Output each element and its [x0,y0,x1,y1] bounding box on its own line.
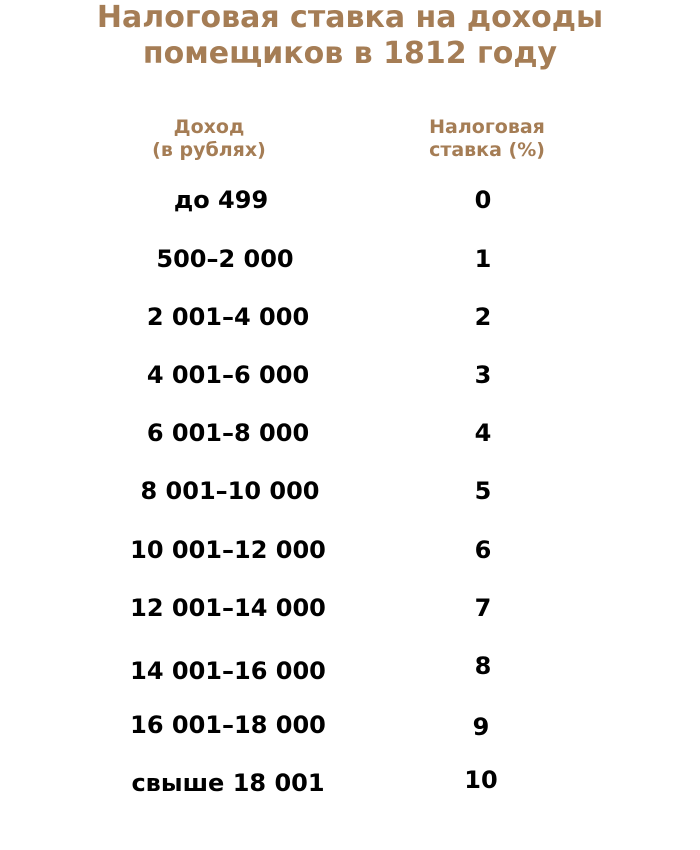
income-cell: свыше 18 001 [131,769,325,797]
rate-cell: 5 [474,477,492,505]
rate-cell: 1 [474,245,492,273]
income-cell: 10 001–12 000 [130,536,326,564]
column-header-income [99,116,319,162]
page-title [0,0,700,72]
income-cell: 8 001–10 000 [140,477,320,505]
income-cell: 500–2 000 [156,245,294,273]
column-header-income-line-1: Доход [173,116,245,138]
rate-cell: 6 [474,536,492,564]
title-line-1: Налоговая ставка на доходы [96,0,604,35]
title-line-2: помещиков в 1812 году [142,36,558,71]
rate-cell: 7 [474,594,492,622]
rate-cell: 8 [474,652,492,680]
income-cell: 6 001–8 000 [146,419,310,447]
income-cell: 16 001–18 000 [130,711,326,739]
income-cell: 12 001–14 000 [130,594,326,622]
income-cell: 4 001–6 000 [146,361,310,389]
rate-cell: 0 [474,186,492,214]
column-header-rate [377,116,597,162]
rate-cell: 10 [464,766,498,794]
income-cell: до 499 [173,186,269,214]
column-header-rate-line-2: ставка (%) [429,139,545,161]
rate-cell: 3 [474,361,492,389]
column-header-rate-line-1: Налоговая [429,116,545,138]
rate-cell: 2 [474,303,492,331]
income-cell: 2 001–4 000 [146,303,310,331]
column-header-income-line-2: (в рублях) [152,139,266,161]
rate-cell: 4 [474,419,492,447]
rate-cell: 9 [472,713,490,741]
income-cell: 14 001–16 000 [130,657,326,685]
